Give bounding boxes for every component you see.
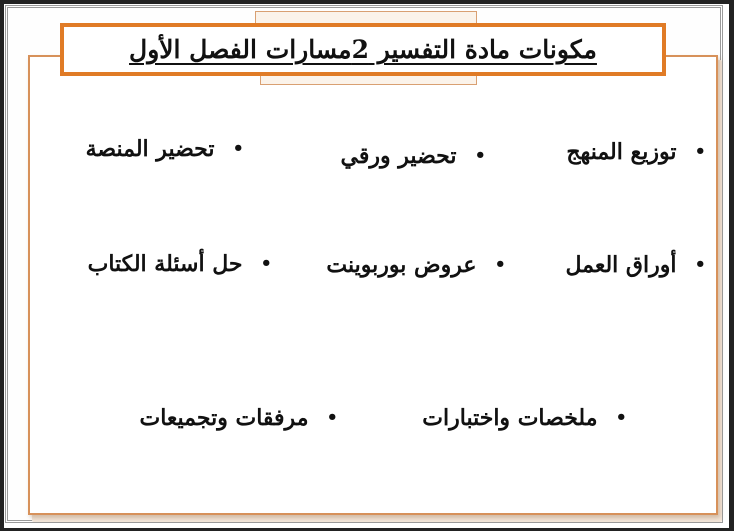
bullet-icon: •	[694, 254, 706, 275]
bullet-icon: •	[494, 254, 506, 275]
bullet-icon: •	[474, 145, 486, 166]
list-item-paper-preparation	[341, 143, 486, 169]
title-box	[60, 23, 666, 76]
list-item-label: حل أسئلة الكتاب	[87, 251, 243, 277]
list-item-label: أوراق العمل	[565, 252, 677, 278]
bullet-icon: •	[232, 138, 244, 159]
list-item-curriculum-distribution	[566, 139, 706, 165]
bullet-icon: •	[260, 253, 272, 274]
list-item-book-answers	[88, 251, 272, 277]
list-item-label: ملخصات واختبارات	[422, 405, 598, 431]
page-title: مكونات مادة التفسير 2مسارات الفصل الأول	[129, 35, 597, 64]
list-item-attachments	[140, 405, 339, 431]
list-item-label: مرفقات وتجميعات	[139, 405, 309, 431]
list-item-summaries-tests	[422, 405, 627, 431]
list-item-worksheets	[565, 252, 706, 278]
list-item-label: توزيع المنهج	[566, 139, 677, 165]
bullet-icon: •	[694, 141, 706, 162]
list-item-powerpoint	[326, 252, 506, 278]
list-item-label: تحضير ورقي	[340, 143, 457, 169]
bullet-icon: •	[615, 407, 627, 428]
list-item-platform-preparation	[86, 136, 244, 162]
list-item-label: عروض بوربوينت	[326, 252, 477, 278]
bullet-icon: •	[326, 407, 338, 428]
content-card	[28, 55, 718, 515]
list-item-label: تحضير المنصة	[85, 136, 215, 162]
